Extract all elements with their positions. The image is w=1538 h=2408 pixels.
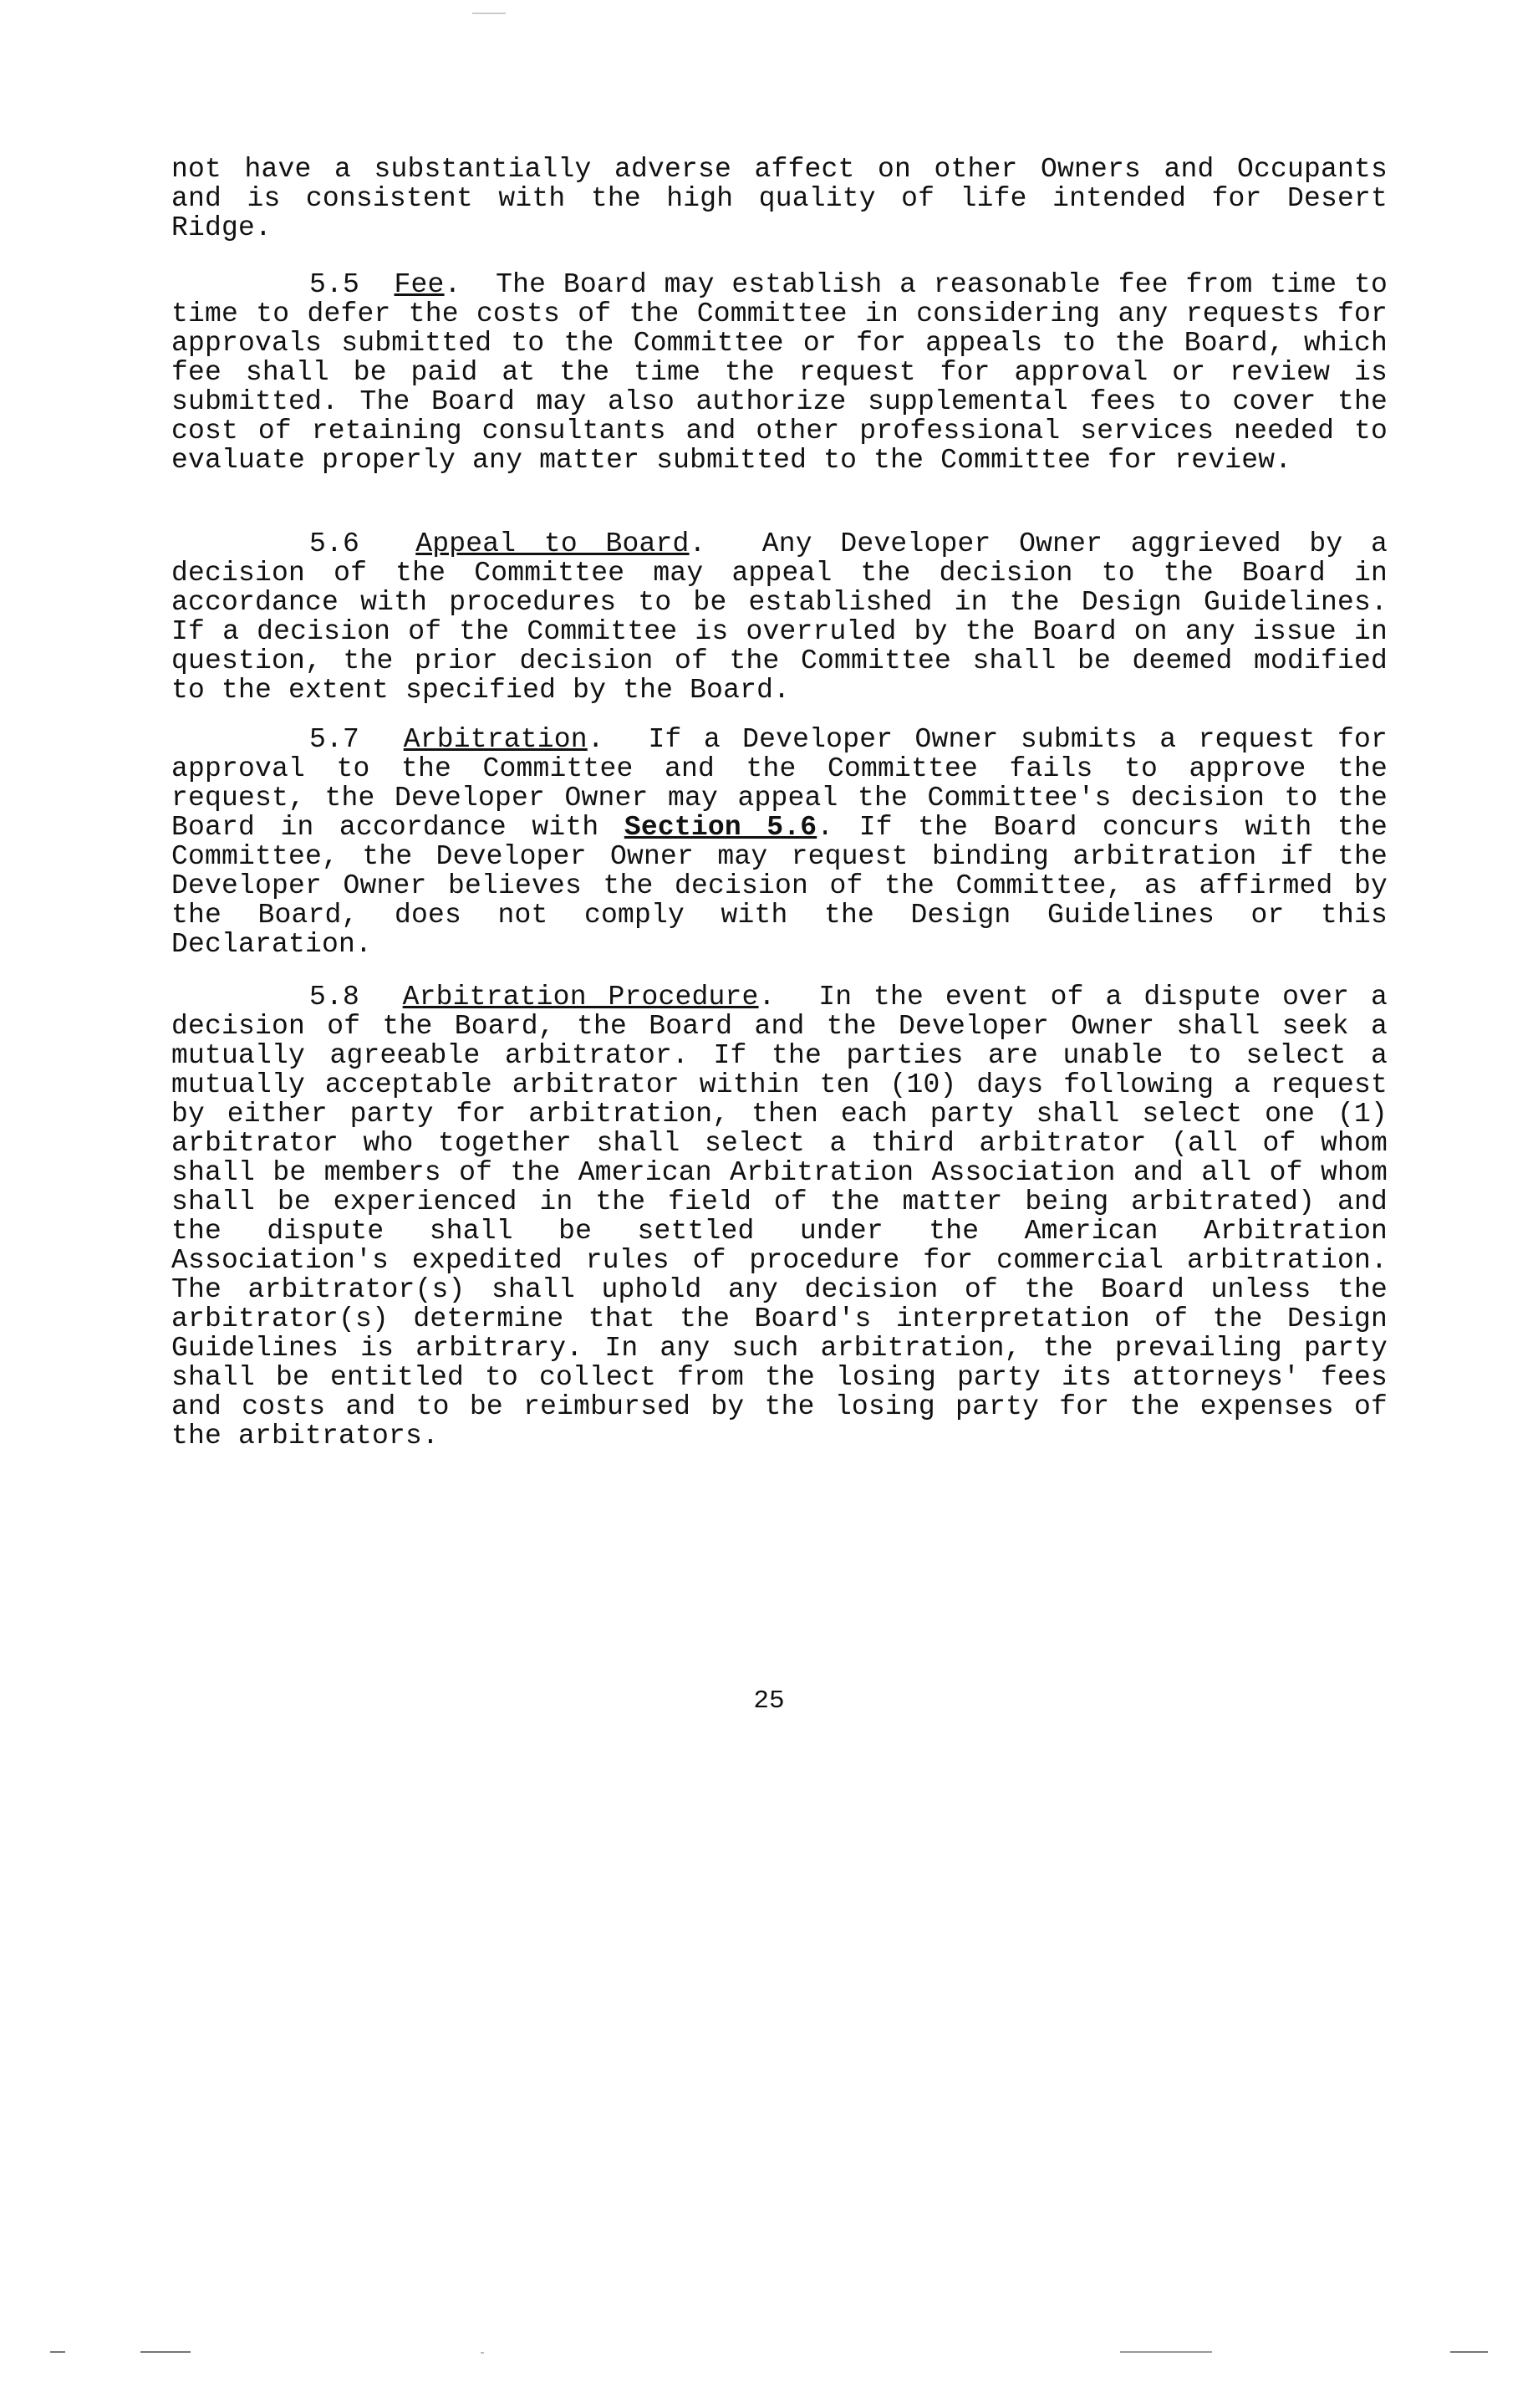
section-5-7: 5.7 Arbitration. If a Developer Owner submits a request for approval to the Committee and the Committee fails to approve the request, the Developer Owner may appeal the Committee's decision to the Board in accordance with Section 5.6. If the Board concurs with the Committee, the Developer Owner may request binding arbitration if the Developer Owner believes the decision of the Committee, as affirmed by the Board, does not comply with the Design Guidelines or this Declaration.: [171, 724, 1388, 960]
paragraph-continuation: [171, 155, 1388, 242]
section-heading: Appeal to Board: [415, 528, 690, 559]
scan-artifact: [481, 2352, 484, 2354]
scan-artifact: [1120, 2351, 1212, 2353]
section-number: 5.7: [309, 724, 360, 755]
section-heading: Arbitration: [403, 724, 588, 755]
section-text: The Board may establish a reasonable fee from time to time to defer the costs of the Committee in considering any requests for approvals submitted to the Committee or for appeals to the Board, which fee shall be paid at the time the request for approval or review is submitted. The Board may also authorize supplemental fees to cover the cost of retaining consultants and other professional services needed to evaluate properly any matter submitted to the Committee for review.: [171, 269, 1388, 476]
section-5-8: 5.8 Arbitration Procedure. In the event of a dispute over a decision of the Board, the Board and the Developer Owner shall seek a mutually agreeable arbitrator. If the parties are unable to select a mutually acceptable arbitrator within ten (10) days following a request by either party for arbitration, then each party shall select one (1) arbitrator who together shall select a third arbitrator (all of whom shall be members of the American Arbitration Association and all of whom shall be experienced in the field of the matter being arbitrated) and the dispute shall be settled under the American Arbitration Association's expedited rules of procedure for commercial arbitration. The arbitrator(s) shall uphold any decision of the Board unless the arbitrator(s) determine that the Board's interpretation of the Design Guidelines is arbitrary. In any such arbitration, the prevailing party shall be entitled to collect from the losing party its attorneys' fees and costs and to be reimbursed by the losing party for the expenses of the arbitrators.: [171, 982, 1388, 1451]
section-heading: Arbitration Procedure: [402, 982, 759, 1013]
section-text: Any Developer Owner aggrieved by a decision of the Committee may appeal the decision to the Board in accordance with procedures to be established in the Design Guidelines. If a decision of the Committee is overruled by the Board on any issue in question, the prior decision of the Committee shall be deemed modified to the extent specified by the Board.: [171, 528, 1388, 706]
paragraph-text: not have a substantially adverse affect on other Owners and Occupants and is consistent with the high quality of life intended for Desert Ridge.: [171, 154, 1388, 243]
section-number: 5.5: [309, 269, 360, 300]
section-5-5: 5.5 Fee. The Board may establish a reasonable fee from time to time to defer the costs of the Committee in considering any requests for approvals submitted to the Committee or for appeals to the Board, which fee shall be paid at the time the request for approval or review is submitted. The Board may also authorize supplemental fees to cover the cost of retaining consultants and other professional services needed to evaluate properly any matter submitted to the Committee for review.: [171, 269, 1388, 476]
section-text: If a Developer Owner submits a request for approval to the Committee and the Committee fails to approve the request, the Developer Owner may appeal the Committee's decision to the Board in accordance with: [171, 724, 1388, 843]
section-5-6: 5.6 Appeal to Board. Any Developer Owner aggrieved by a decision of the Committee may appeal the decision to the Board in accordance with procedures to be established in the Design Guidelines. If a decision of the Committee is overruled by the Board on any issue in question, the prior decision of the Committee shall be deemed modified to the extent specified by the Board.: [171, 528, 1388, 706]
section-text: In the event of a dispute over a decision of the Board, the Board and the Developer Owner shall seek a mutually agreeable arbitrator. If the parties are unable to select a mutually acceptable arbitrator within ten (10) days following a request by either party for arbitration, then each party shall select one (1) arbitrator who together shall select a third arbitrator (all of whom shall be members of the American Arbitration Association and all of whom shall be experienced in the field of the matter being arbitrated) and the dispute shall be settled under the American Arbitration Association's expedited rules of procedure for commercial arbitration. The arbitrator(s) shall uphold any decision of the Board unless the arbitrator(s) determine that the Board's interpretation of the Design Guidelines is arbitrary. In any such arbitration, the prevailing party shall be entitled to collect from the losing party its attorneys' fees and costs and to be reimbursed by the losing party for the expenses of the arbitrators.: [171, 982, 1388, 1451]
page-number: 25: [753, 1686, 785, 1716]
section-heading: Fee: [394, 269, 445, 300]
section-text-continued: . If the Board concurs with the Committee, the Developer Owner may request binding arbitration if the Developer Owner believes the decision of the Committee, as affirmed by the Board, does not comply with the Design Guidelines or this Declaration.: [171, 812, 1388, 960]
scan-artifact: [1450, 2351, 1488, 2353]
scan-artifact: [50, 2351, 65, 2353]
section-number: 5.6: [309, 528, 360, 559]
section-number: 5.8: [309, 982, 360, 1013]
scan-artifact: [472, 13, 506, 14]
section-reference: Section 5.6: [624, 812, 817, 843]
scan-artifact: [140, 2351, 191, 2353]
